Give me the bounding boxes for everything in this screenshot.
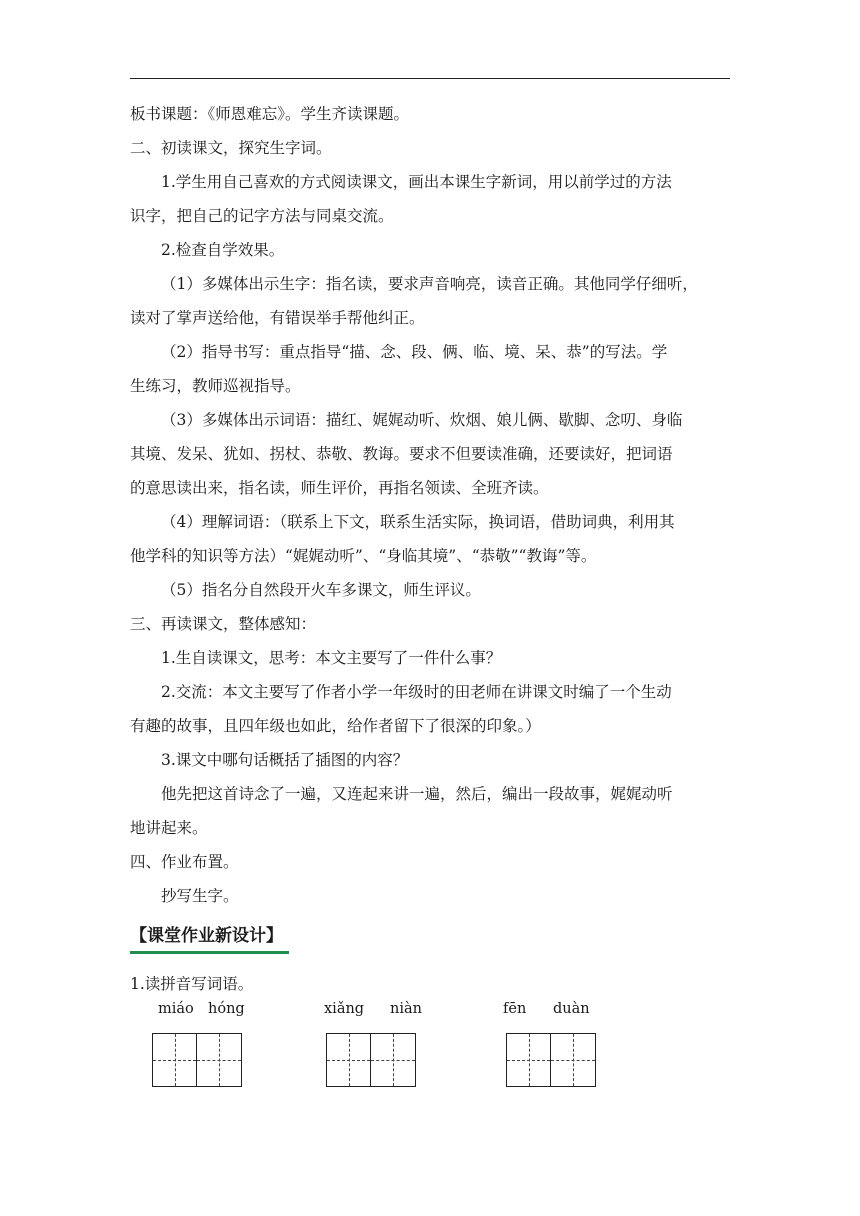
text-line: 生练习，教师巡视指导。 bbox=[130, 377, 301, 395]
text-line: 其境、发呆、犹如、拐杖、恭敬、教诲。要求不但要读准确，还要读好，把词语 bbox=[130, 445, 673, 463]
text-line: 1.生自读课文，思考：本文主要写了一件什么事？ bbox=[161, 649, 502, 667]
text-line: 他先把这首诗念了一遍，又连起来讲一遍，然后，编出一段故事，娓娓动听 bbox=[161, 785, 673, 803]
pinyin-1a: miáo bbox=[158, 1001, 194, 1017]
text-line: （3）多媒体出示词语：描红、娓娓动听、炊烟、娘儿俩、歇脚、念叨、身临 bbox=[161, 411, 683, 429]
text-line: （4）理解词语：（联系上下文，联系生活实际，换词语，借助词典，利用其 bbox=[161, 513, 675, 531]
text-line: 二、初读课文，探究生字词。 bbox=[130, 139, 332, 157]
section-heading: 【课堂作业新设计】 bbox=[130, 921, 289, 954]
section-heading-wrap bbox=[130, 921, 730, 959]
writing-cell[interactable] bbox=[551, 1033, 596, 1087]
text-line: （1）多媒体出示生字：指名读，要求声音响亮，读音正确。其他同学仔细听， bbox=[161, 275, 698, 293]
pinyin-2b: niàn bbox=[390, 1001, 422, 1017]
text-line: 读对了掌声送给他，有错误举手帮他纠正。 bbox=[130, 309, 425, 327]
text-line: （5）指名分自然段开火车多课文，师生评议。 bbox=[161, 581, 481, 599]
pinyin-1b: hóng bbox=[208, 1001, 245, 1017]
text-line: 2.交流：本文主要写了作者小学一年级时的田老师在讲课文时编了一个生动 bbox=[161, 683, 672, 701]
text-line: 抄写生字。 bbox=[161, 887, 239, 905]
text-line: 地讲起来。 bbox=[130, 819, 208, 837]
writing-cell[interactable] bbox=[152, 1033, 197, 1087]
document-body bbox=[130, 97, 730, 1111]
text-line: 三、再读课文，整体感知： bbox=[130, 615, 317, 633]
text-line: 四、作业布置。 bbox=[130, 853, 239, 871]
writing-grid[interactable] bbox=[152, 1033, 242, 1087]
text-line: （2）指导书写：重点指导“描、念、段、俩、临、境、呆、恭”的写法。学 bbox=[161, 343, 668, 361]
pinyin-3a: fēn bbox=[503, 1001, 527, 1017]
pinyin-2a: xiǎng bbox=[324, 1001, 365, 1017]
header-rule bbox=[130, 78, 730, 79]
exercise-title: 1.读拼音写词语。 bbox=[130, 975, 254, 993]
pinyin-exercise bbox=[130, 1001, 730, 1111]
writing-grid[interactable] bbox=[506, 1033, 596, 1087]
text-line: 2.检查自学效果。 bbox=[161, 241, 285, 259]
text-line: 3.课文中哪句话概括了插图的内容？ bbox=[161, 751, 409, 769]
pinyin-3b: duàn bbox=[553, 1001, 590, 1017]
text-line: 板书课题：《师恩难忘》。学生齐读课题。 bbox=[130, 105, 410, 123]
text-line: 他学科的知识等方法）“娓娓动听”、“身临其境”、“恭敬”“教诲”等。 bbox=[130, 547, 597, 565]
text-line: 的意思读出来，指名读，师生评价，再指名领读、全班齐读。 bbox=[130, 479, 549, 497]
text-line: 1.学生用自己喜欢的方式阅读课文，画出本课生字新词，用以前学过的方法 bbox=[161, 173, 672, 191]
lesson-text bbox=[130, 97, 730, 913]
text-line: 有趣的故事，且四年级也如此，给作者留下了很深的印象。） bbox=[130, 717, 541, 735]
writing-cell[interactable] bbox=[197, 1033, 242, 1087]
writing-cell[interactable] bbox=[506, 1033, 551, 1087]
writing-cell[interactable] bbox=[326, 1033, 371, 1087]
text-line: 识字，把自己的记字方法与同桌交流。 bbox=[130, 207, 394, 225]
writing-cell[interactable] bbox=[371, 1033, 416, 1087]
writing-grid[interactable] bbox=[326, 1033, 416, 1087]
